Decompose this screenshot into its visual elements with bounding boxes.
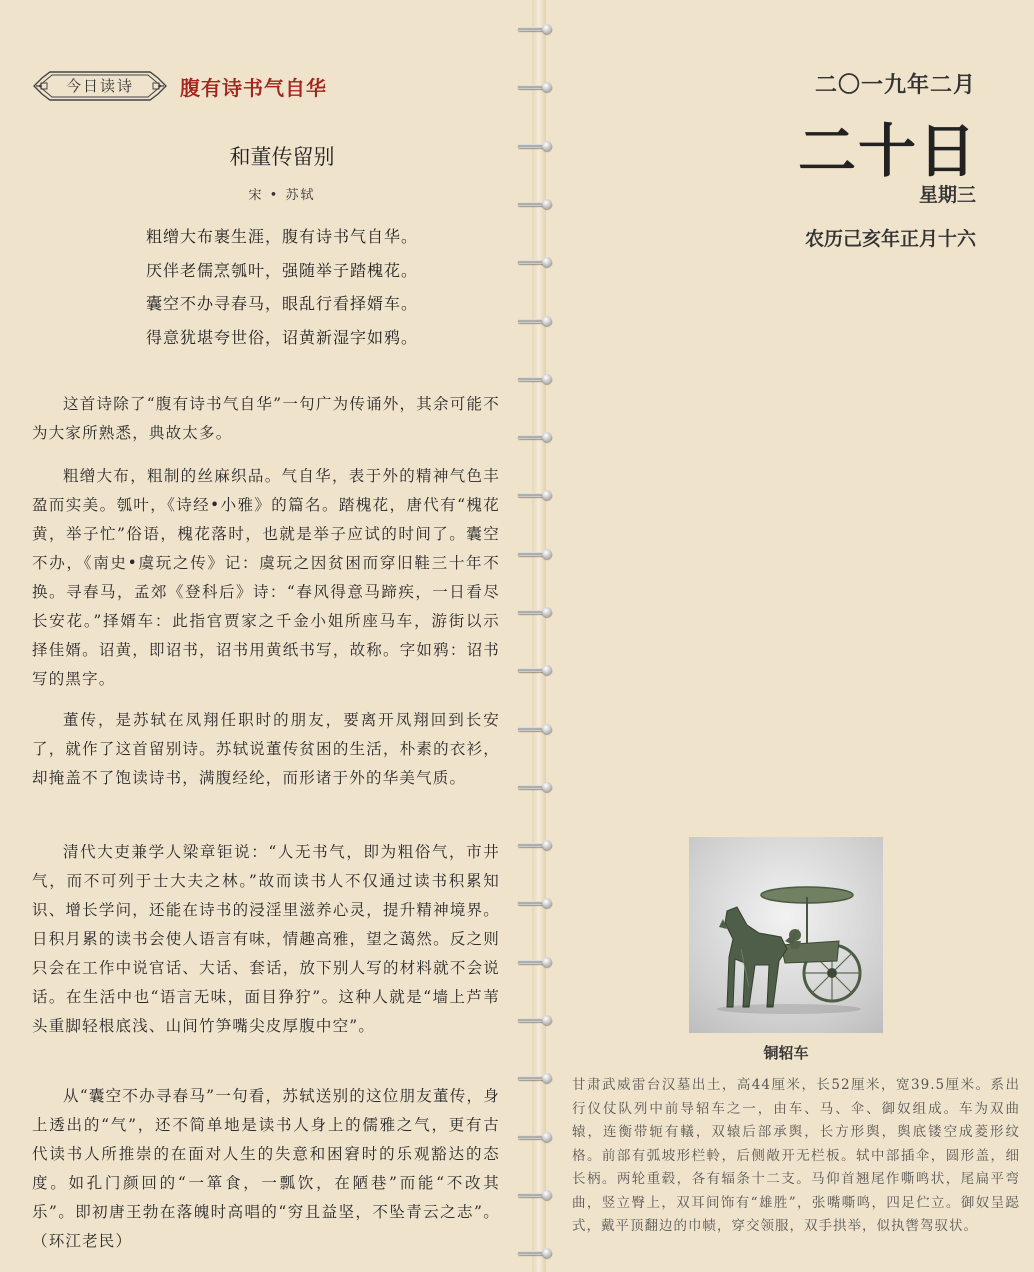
binding-ring-icon (518, 490, 556, 500)
binding-ring-icon (518, 724, 556, 734)
commentary-paragraph: 粗缯大布，粗制的丝麻织品。气自华，表于外的精神气色丰盈而实美。瓠叶，《诗经•小雅》的篇名。踏槐花，唐代有“槐花黄，举子忙”俗语，槐花落时，也就是举子应试的时间了。囊空不办，《南史•虞玩之传》记：虞玩之因贫困而穿旧鞋三十年不换。寻春马，孟郊《登科后》诗：“春风得意马蹄疾，一日看尽长安花。”择婿车：此指官贾家之千金小姐所座马车，游街以示择佳婿。诏黄，即诏书，诏书用黄纸书写，故称。字如鸦：诏书写的黑字。 (32, 467, 500, 688)
date-day: 二十日 (797, 117, 978, 185)
date-weekday: 星期三 (918, 184, 976, 206)
commentary-paragraph: 董传，是苏轼在凤翔任职时的朋友，要离开凤翔回到长安了，就作了这首留别诗。苏轼说董传贫困的生活，朴素的衣衫，却掩盖不了饱读诗书，满腹经纶，而形诸于外的华美气质。 (32, 711, 500, 787)
artifact-description: 甘肃武威雷台汉墓出土，高44厘米，长52厘米，宽39.5厘米。系出行仪仗队列中前导轺车之一，由车、马、伞、御奴组成。车为双曲辕，连衡带轭有轙，双辕后部承舆，长方形舆，舆底镂空成菱形纹格。前部有弧坡形栏軨，后侧敞开无栏板。轼中部插伞，圆形盖，细长柄。两轮重毂，各有辐条十二支。马仰首翘尾作嘶鸣状，尾扁平弯曲，竖立臀上，双耳间饰有“雄胜”，张嘴嘶鸣，四足伫立。御奴呈跽式，戴平顶翻边的巾帻，穿交领服，双手拱举，似执辔驾驭状。 (572, 1077, 1020, 1234)
poem-author: 宋 • 苏轼 (248, 188, 316, 203)
binding-ring-icon (518, 1190, 556, 1200)
binding-ring-icon (518, 82, 556, 92)
binding-ring-icon (518, 549, 556, 559)
commentary-paragraph: 从“囊空不办寻春马”一句看，苏轼送别的这位朋友董传，身上透出的“气”，还不简单地是读书人身上的儒雅之气，更有古代读书人所推崇的在面对人生的失意和困窘时的乐观豁达的态度。如孔门颜回的“一箪食，一瓢饮，在陋巷”而能“不改其乐”。即初唐王勃在落魄时高唱的“穷且益坚，不坠青云之志”。（环江老民） (32, 1087, 500, 1250)
binding-ring-icon (518, 24, 556, 34)
poem-title: 和董传留别 (229, 145, 335, 169)
binding-ring-icon (518, 898, 556, 908)
binding-ring-icon (518, 607, 556, 617)
binding-ring-icon (518, 782, 556, 792)
badge-label: 今日读诗 (65, 77, 134, 95)
poem-line: 囊空不办寻春马，眼乱行看择婿车。 (145, 294, 418, 313)
date-year-month: 二〇一九年二月 (814, 72, 976, 98)
poem-line: 粗缯大布裹生涯，腹有诗书气自华。 (145, 227, 418, 246)
bronze-chariot-photo (689, 837, 883, 1033)
binding-ring-icon (518, 1015, 556, 1025)
poem-body (32, 220, 532, 354)
binding-ring-icon (518, 432, 556, 442)
binding-ring-icon (518, 374, 556, 384)
binding-ring-icon (518, 1248, 556, 1258)
poem-line: 得意犹堪夸世俗，诏黄新湿字如鸦。 (145, 327, 418, 347)
binding-ring-icon (518, 1073, 556, 1083)
binding-ring-icon (518, 665, 556, 675)
commentary-paragraph: 清代大吏兼学人梁章钜说：“人无书气，即为粗俗气，市井气，而不可列于士大夫之林。”故而读书人不仅通过读书积累知识、增长学问，还能在诗书的浸淫里滋养心灵，提升精神境界。日积月累的读书会使人语言有味，情趣高雅，望之蔼然。反之则只会在工作中说官话、大话、套话，放下别人写的材料就不会说话。在生活中也“语言无味，面目狰狞”。这种人就是“墙上芦苇头重脚轻根底浅、山间竹笋嘴尖皮厚腹中空”。 (32, 843, 500, 1035)
today-poem-badge (32, 70, 168, 102)
artifact-caption: 铜轺车 (763, 1044, 809, 1062)
binding-ring-icon (518, 1132, 556, 1142)
commentary-paragraph: 这首诗除了“腹有诗书气自华”一句广为传诵外，其余可能不为大家所熟悉，典故太多。 (32, 395, 500, 442)
binding-ring-icon (518, 840, 556, 850)
binding-ring-icon (518, 957, 556, 967)
lunar-date: 农历己亥年正月十六 (804, 228, 976, 250)
topic-title: 腹有诗书气自华 (180, 76, 327, 100)
poem-line: 厌伴老儒烹瓠叶，强随举子踏槐花。 (145, 260, 418, 280)
